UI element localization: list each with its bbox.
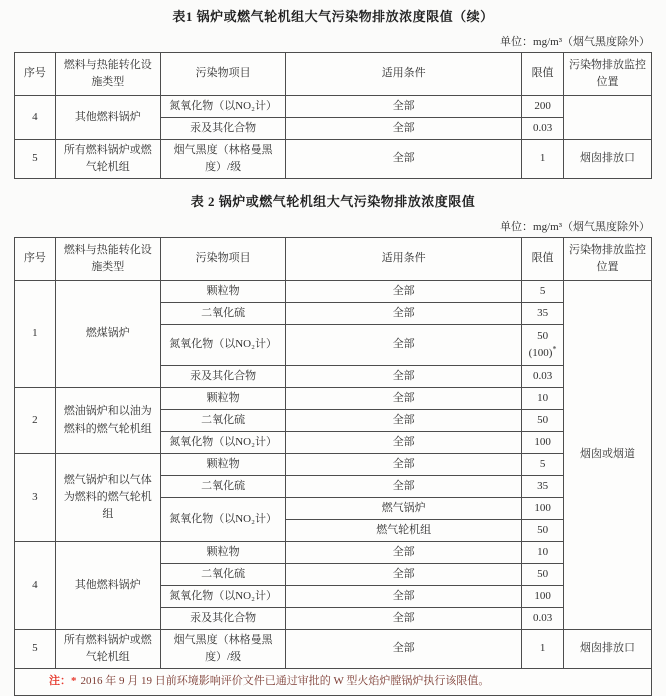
limit-value: 50 xyxy=(537,329,549,342)
pollutant-cell: 氮氧化物（以NO₂计） xyxy=(160,586,285,608)
pollutant-cell: 汞及其化合物 xyxy=(160,608,285,630)
row-number-cell: 1 xyxy=(15,281,56,388)
condition-cell: 全部 xyxy=(286,118,522,140)
pollutant-cell: 二氧化硫 xyxy=(160,476,285,498)
col-header-fuel: 燃料与热能转化设施类型 xyxy=(55,238,160,281)
fuel-type-cell: 所有燃料锅炉或燃气轮机组 xyxy=(55,630,160,669)
limit-cell: 50 xyxy=(522,564,564,586)
condition-cell: 全部 xyxy=(286,281,522,303)
pollutant-cell: 颗粒物 xyxy=(160,388,285,410)
limit-cell: 200 xyxy=(522,96,564,118)
pollutant-cell: 颗粒物 xyxy=(160,281,285,303)
limit-cell: 35 xyxy=(522,476,564,498)
table-row xyxy=(15,96,652,118)
monitor-location-cell: 烟囱排放口 xyxy=(564,140,652,179)
table-row xyxy=(15,281,652,303)
table-row xyxy=(15,630,652,669)
limit-cell: 0.03 xyxy=(522,366,564,388)
table1-unit-label: 单位：mg/m³（烟气黑度除外） xyxy=(500,36,650,48)
row-number-cell: 2 xyxy=(15,388,56,454)
fuel-type-cell: 燃油锅炉和以油为燃料的燃气轮机组 xyxy=(55,388,160,454)
limit-cell: 100 xyxy=(522,432,564,454)
limit-cell: 5 xyxy=(522,454,564,476)
condition-cell: 全部 xyxy=(286,303,522,325)
footnote-marker: * xyxy=(552,344,557,354)
condition-cell: 全部 xyxy=(286,366,522,388)
col-header-fuel: 燃料与热能转化设施类型 xyxy=(55,53,160,96)
table-note-row xyxy=(15,669,652,696)
condition-cell: 全部 xyxy=(286,564,522,586)
col-header-condition: 适用条件 xyxy=(286,53,522,96)
table1 xyxy=(14,52,652,179)
table-row xyxy=(15,140,652,179)
condition-cell: 全部 xyxy=(286,96,522,118)
condition-cell: 全部 xyxy=(286,542,522,564)
pollutant-cell: 氮氧化物（以NO₂计） xyxy=(160,96,285,118)
table-row xyxy=(15,388,652,410)
limit-cell: 50 xyxy=(522,410,564,432)
limit-cell: 5 xyxy=(522,281,564,303)
condition-cell: 全部 xyxy=(286,476,522,498)
limit-cell: 1 xyxy=(522,630,564,669)
table1-header-row xyxy=(15,53,652,96)
condition-cell: 全部 xyxy=(286,630,522,669)
table-row xyxy=(15,454,652,476)
limit-cell: 100 xyxy=(522,498,564,520)
fuel-type-cell: 其他燃料锅炉 xyxy=(55,542,160,630)
condition-cell: 全部 xyxy=(286,140,522,179)
row-number-cell: 5 xyxy=(15,630,56,669)
pollutant-cell: 氮氧化物（以NO₂计） xyxy=(160,325,285,366)
pollutant-cell: 二氧化硫 xyxy=(160,410,285,432)
pollutant-cell: 烟气黑度（林格曼黑度）/级 xyxy=(160,140,285,179)
monitor-location-cell: 烟囱排放口 xyxy=(564,630,652,669)
limit-cell: 0.03 xyxy=(522,608,564,630)
col-header-limit: 限值 xyxy=(522,238,564,281)
row-number-cell: 4 xyxy=(15,96,56,140)
col-header-no: 序号 xyxy=(15,53,56,96)
pollutant-cell: 颗粒物 xyxy=(160,542,285,564)
col-header-no: 序号 xyxy=(15,238,56,281)
table-note xyxy=(15,669,652,696)
pollutant-cell: 氮氧化物（以NO₂计） xyxy=(160,498,285,542)
condition-cell: 全部 xyxy=(286,454,522,476)
pollutant-cell: 汞及其化合物 xyxy=(160,366,285,388)
table1-title: 表1 锅炉或燃气轮机组大气污染物排放浓度限值（续） xyxy=(172,9,494,24)
limit-cell: 100 xyxy=(522,586,564,608)
condition-cell: 全部 xyxy=(286,608,522,630)
condition-cell: 全部 xyxy=(286,432,522,454)
pollutant-cell: 二氧化硫 xyxy=(160,564,285,586)
limit-cell: 10 xyxy=(522,388,564,410)
pollutant-cell: 汞及其化合物 xyxy=(160,118,285,140)
row-number-cell: 4 xyxy=(15,542,56,630)
note-text: 2016 年 9 月 19 日前环境影响评价文件已通过审批的 W 型火焰炉膛锅炉执行该限值。 xyxy=(80,675,490,688)
condition-cell: 燃气锅炉 xyxy=(286,498,522,520)
condition-cell: 全部 xyxy=(286,410,522,432)
monitor-location-span-cell: 烟囱或烟道 xyxy=(564,281,652,630)
condition-cell: 全部 xyxy=(286,325,522,366)
limit-cell xyxy=(522,325,564,366)
fuel-type-cell: 燃气锅炉和以气体为燃料的燃气轮机组 xyxy=(55,454,160,542)
monitor-location-cell xyxy=(564,96,652,140)
condition-cell: 燃气轮机组 xyxy=(286,520,522,542)
limit-cell: 0.03 xyxy=(522,118,564,140)
condition-cell: 全部 xyxy=(286,388,522,410)
limit-cell: 50 xyxy=(522,520,564,542)
table2-title: 表 2 锅炉或燃气轮机组大气污染物排放浓度限值 xyxy=(190,194,476,209)
col-header-condition: 适用条件 xyxy=(286,238,522,281)
col-header-location: 污染物排放监控位置 xyxy=(564,53,652,96)
pollutant-cell: 颗粒物 xyxy=(160,454,285,476)
col-header-limit: 限值 xyxy=(522,53,564,96)
fuel-type-cell: 其他燃料锅炉 xyxy=(55,96,160,140)
col-header-pollutant: 污染物项目 xyxy=(160,53,285,96)
fuel-type-cell: 燃煤锅炉 xyxy=(55,281,160,388)
limit-cell: 10 xyxy=(522,542,564,564)
limit-alt-value: (100)* xyxy=(528,344,557,359)
table2 xyxy=(14,237,652,696)
condition-cell: 全部 xyxy=(286,586,522,608)
limit-cell: 1 xyxy=(522,140,564,179)
row-number-cell: 3 xyxy=(15,454,56,542)
table2-header-row xyxy=(15,238,652,281)
col-header-location: 污染物排放监控位置 xyxy=(564,238,652,281)
pollutant-cell: 烟气黑度（林格曼黑度）/级 xyxy=(160,630,285,669)
table-row xyxy=(15,542,652,564)
limit-cell: 35 xyxy=(522,303,564,325)
row-number-cell: 5 xyxy=(15,140,56,179)
note-prefix: 注：* xyxy=(49,675,77,688)
col-header-pollutant: 污染物项目 xyxy=(160,238,285,281)
table2-unit-label: 单位：mg/m³（烟气黑度除外） xyxy=(500,221,650,233)
fuel-type-cell: 所有燃料锅炉或燃气轮机组 xyxy=(55,140,160,179)
pollutant-cell: 氮氧化物（以NO₂计） xyxy=(160,432,285,454)
pollutant-cell: 二氧化硫 xyxy=(160,303,285,325)
